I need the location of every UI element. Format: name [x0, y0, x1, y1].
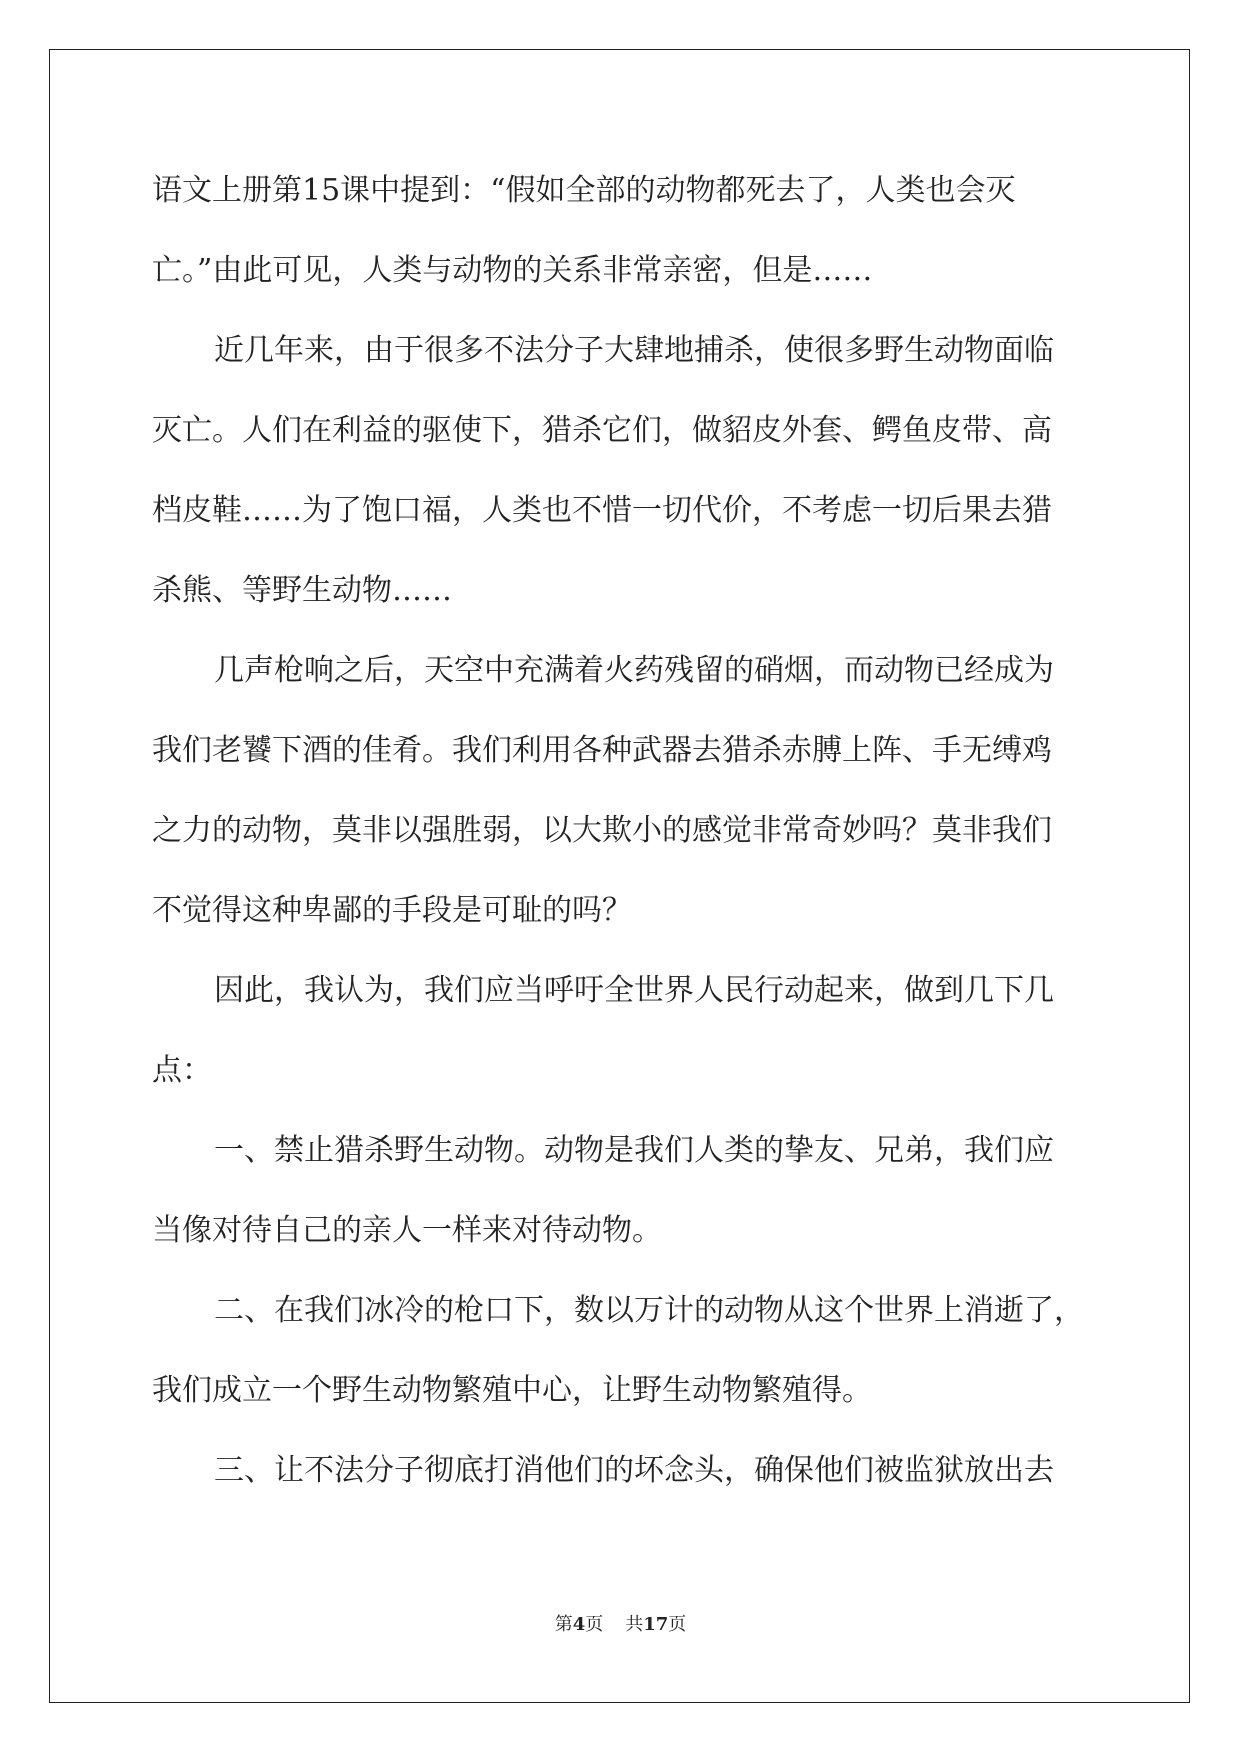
text-line: 当像对待自己的亲人一样来对待动物。: [152, 1213, 662, 1248]
text-line: 杀熊、等野生动物……: [152, 573, 452, 608]
text-line: 我们老饕下酒的佳肴。我们利用各种武器去猎杀赤膊上阵、手无缚鸡: [152, 733, 1052, 768]
text-line: 语文上册第15课中提到：“假如全部的动物都死去了，人类也会灭: [152, 173, 1016, 208]
text-line: 我们成立一个野生动物繁殖中心，让野生动物繁殖得。: [152, 1373, 872, 1408]
total-prefix: 共: [625, 1614, 644, 1635]
text-line: 亡。”由此可见，人类与动物的关系非常亲密，但是……: [152, 253, 873, 288]
text-line: 几声枪响之后，天空中充满着火药残留的硝烟，而动物已经成为: [214, 653, 1054, 688]
text-line: 不觉得这种卑鄙的手段是可耻的吗？: [152, 893, 632, 928]
text-line: 灭亡。人们在利益的驱使下，猎杀它们，做貂皮外套、鳄鱼皮带、高: [152, 413, 1052, 448]
text-line: 档皮鞋……为了饱口福，人类也不惜一切代价，不考虑一切后果去猎: [152, 493, 1052, 528]
text-line: 点：: [152, 1053, 212, 1088]
total-pages: 17: [643, 1614, 669, 1635]
page-suffix: 页: [585, 1614, 604, 1635]
total-suffix: 页: [668, 1614, 687, 1635]
page-number: 4: [572, 1614, 586, 1635]
text-line: 二、在我们冰冷的枪口下，数以万计的动物从这个世界上消逝了，: [214, 1293, 1084, 1328]
text-line: 一、禁止猎杀野生动物。动物是我们人类的挚友、兄弟，我们应: [214, 1133, 1054, 1168]
text-line: 之力的动物，莫非以强胜弱，以大欺小的感觉非常奇妙吗？莫非我们: [152, 813, 1052, 848]
document-body: [152, 151, 1087, 1511]
text-line: 因此，我认为，我们应当呼吁全世界人民行动起来，做到几下几: [214, 973, 1054, 1008]
page-footer: [0, 1610, 1241, 1636]
text-line: 三、让不法分子彻底打消他们的坏念头，确保他们被监狱放出去: [214, 1453, 1054, 1488]
page-prefix: 第: [554, 1614, 573, 1635]
text-line: 近几年来，由于很多不法分子大肆地捕杀，使很多野生动物面临: [214, 333, 1054, 368]
